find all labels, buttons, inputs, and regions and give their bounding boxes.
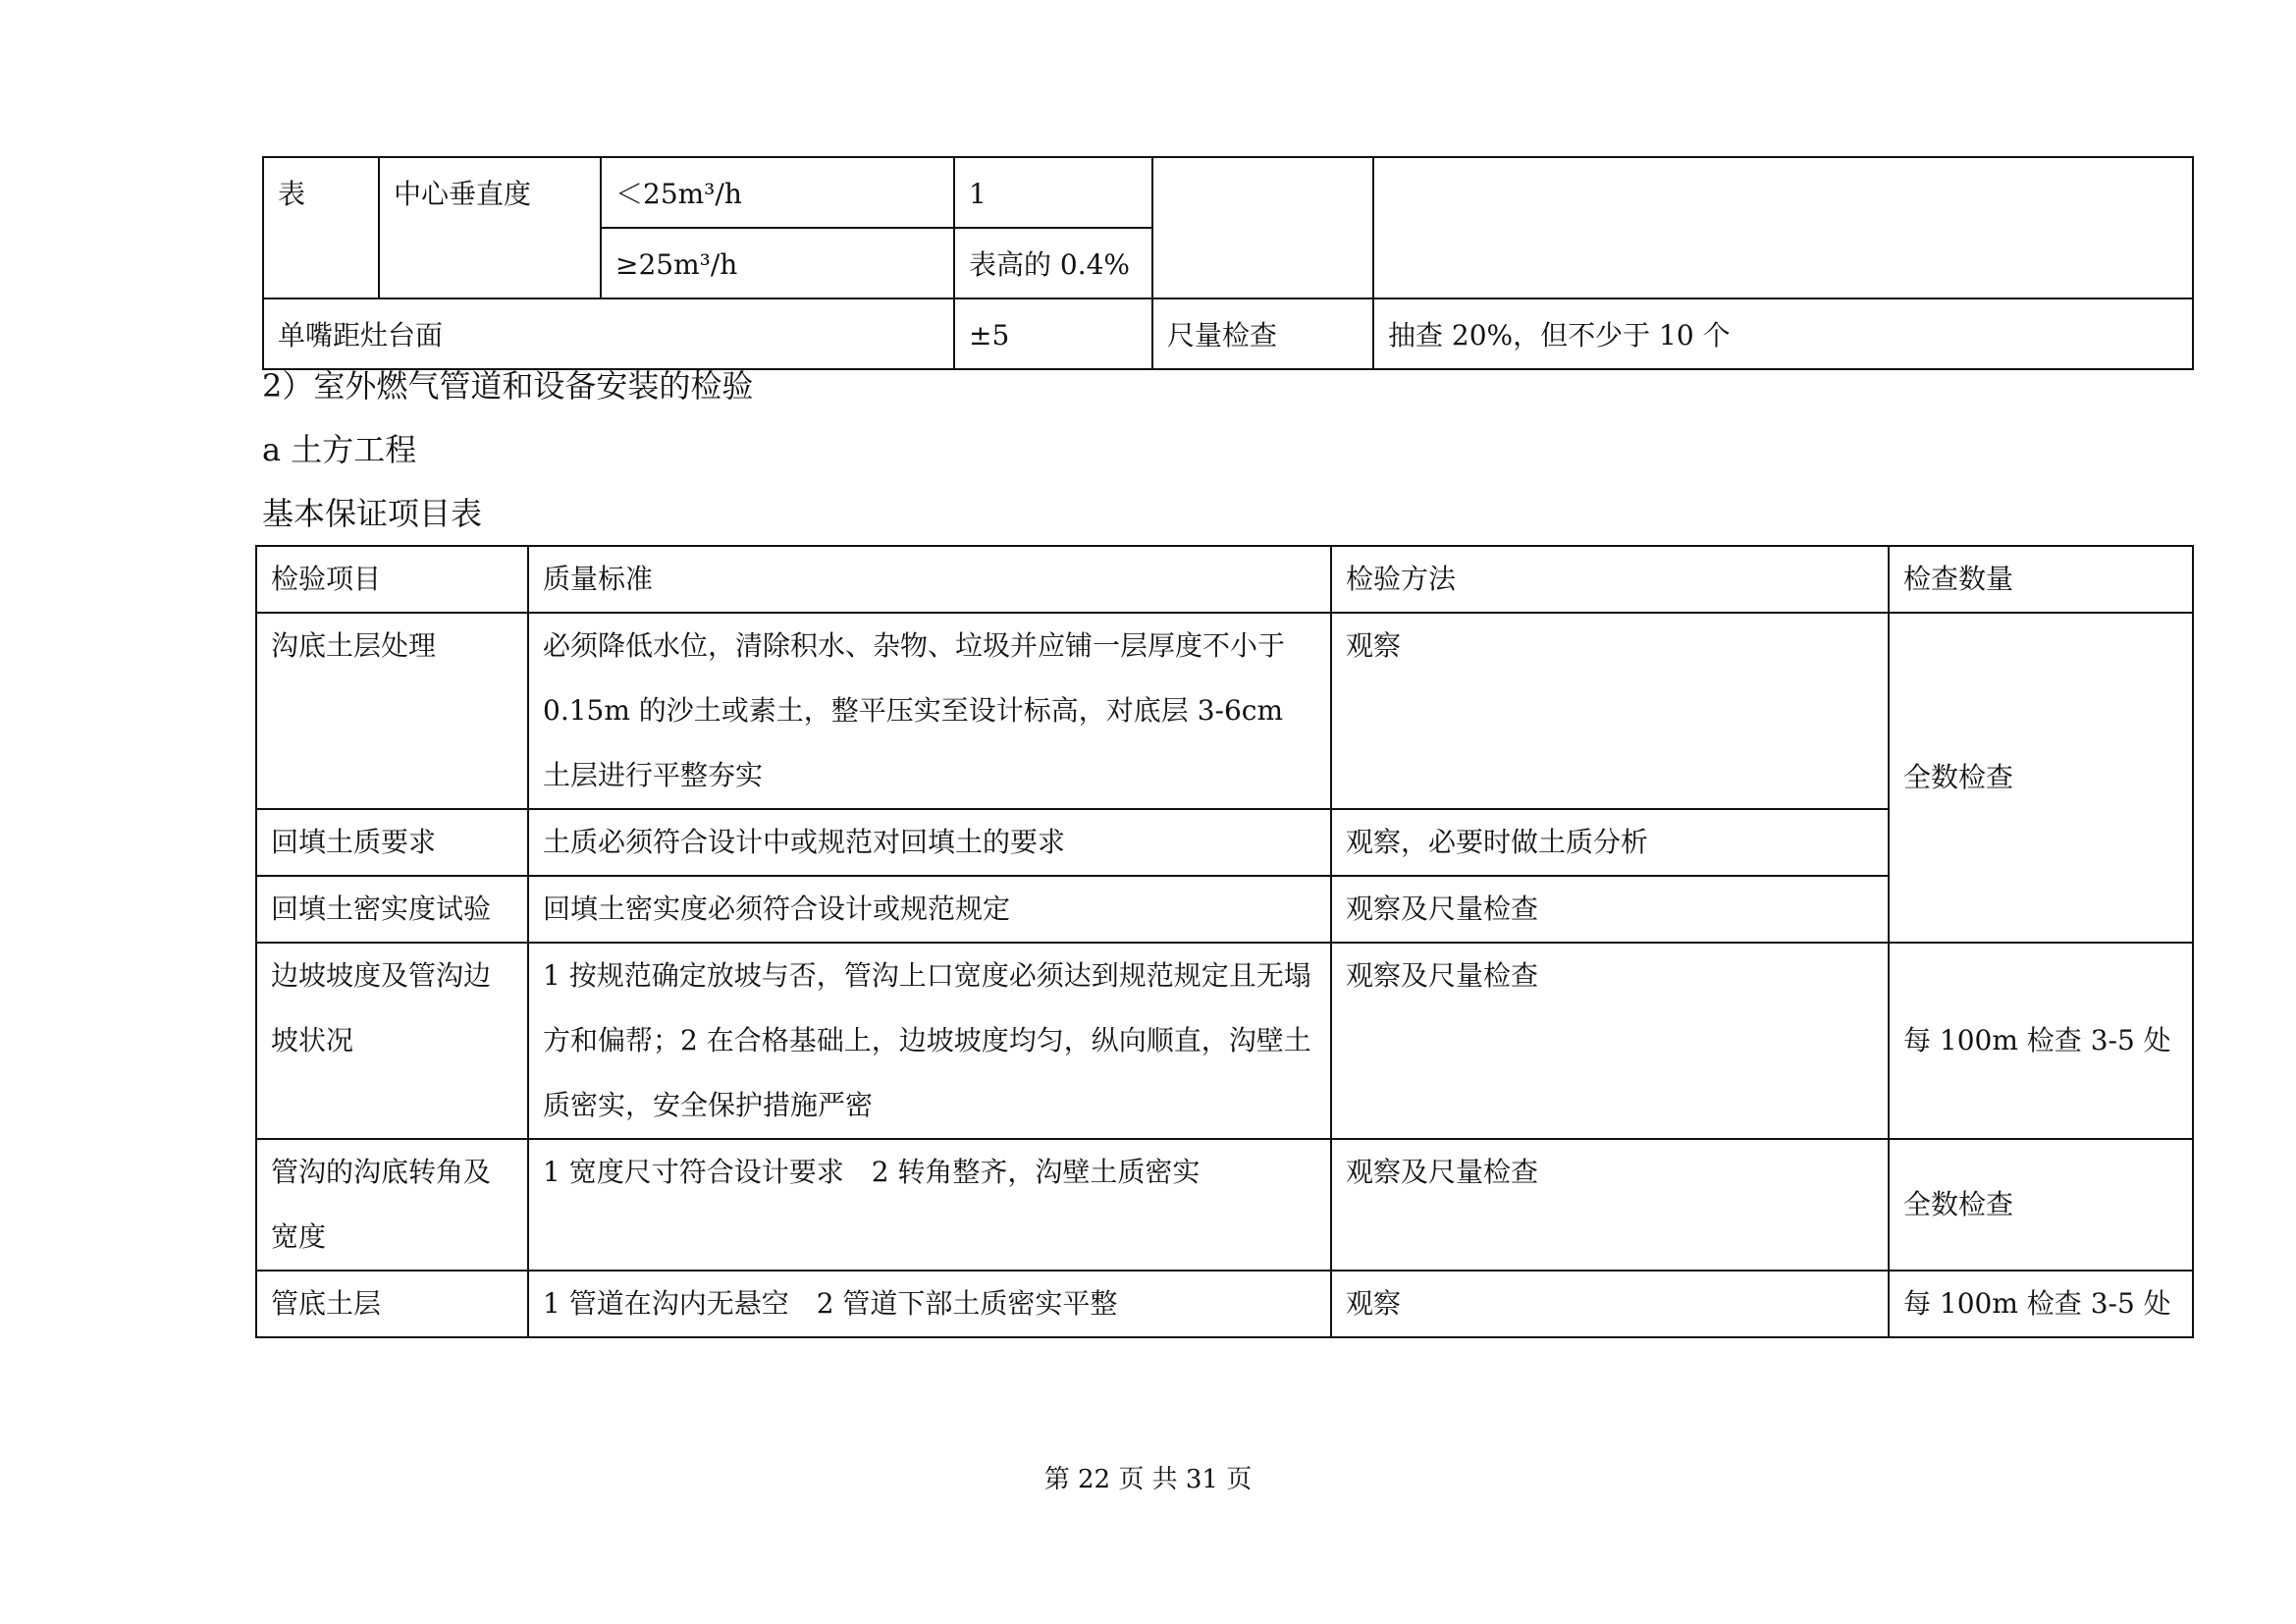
- item-cell: 回填土质要求: [256, 809, 528, 876]
- top-cell: ＜25m³/h: [601, 157, 954, 228]
- top-cell-empty: [1373, 157, 2193, 298]
- method-cell: 观察及尺量检查: [1331, 1139, 1889, 1271]
- top-cell: 抽查 20%，但不少于 10 个: [1373, 298, 2193, 369]
- standard-cell: 1 宽度尺寸符合设计要求 2 转角整齐，沟壁土质密实: [528, 1139, 1331, 1271]
- header-cell: 检验项目: [256, 546, 528, 613]
- standard-cell: 土质必须符合设计中或规范对回填土的要求: [528, 809, 1331, 876]
- subsection-title: a 土方工程: [262, 431, 417, 468]
- standard-cell: 必须降低水位，清除积水、杂物、垃圾并应铺一层厚度不小于0.15m 的沙土或素土，整平压实至设计标高，对底层 3-6cm 土层进行平整夯实: [528, 613, 1331, 809]
- top-cell: 1: [954, 157, 1152, 228]
- table-row: [256, 1271, 2193, 1337]
- item-cell: 管沟的沟底转角及宽度: [256, 1139, 528, 1271]
- section-title: 2）室外燃气管道和设备安装的检验: [262, 367, 754, 405]
- header-cell: 质量标准: [528, 546, 1331, 613]
- top-cell: 表高的 0.4%: [954, 228, 1152, 298]
- quantity-cell: 每 100m 检查 3-5 处: [1889, 1271, 2193, 1337]
- standard-cell: 1 管道在沟内无悬空 2 管道下部土质密实平整: [528, 1271, 1331, 1337]
- item-cell: 回填土密实度试验: [256, 876, 528, 943]
- table-row: [256, 613, 2193, 809]
- method-cell: 观察，必要时做土质分析: [1331, 809, 1889, 876]
- item-cell: 管底土层: [256, 1271, 528, 1337]
- top-cell: 中心垂直度: [379, 157, 601, 298]
- table-row: [256, 1139, 2193, 1271]
- top-cell: 尺量检查: [1152, 298, 1373, 369]
- header-cell: 检验方法: [1331, 546, 1889, 613]
- basic-guarantee-table: [255, 545, 2194, 1338]
- standard-cell: 1 按规范确定放坡与否，管沟上口宽度必须达到规范规定且无塌方和偏帮；2 在合格基础上，边坡坡度均匀，纵向顺直，沟壁土质密实，安全保护措施严密: [528, 943, 1331, 1139]
- method-cell: 观察: [1331, 613, 1889, 809]
- method-cell: 观察及尺量检查: [1331, 876, 1889, 943]
- item-cell: 沟底土层处理: [256, 613, 528, 809]
- quantity-cell: 全数检查: [1889, 613, 2193, 943]
- table-header-row: [256, 546, 2193, 613]
- standard-cell: 回填土密实度必须符合设计或规范规定: [528, 876, 1331, 943]
- table-title: 基本保证项目表: [262, 495, 483, 532]
- top-cell: 表: [263, 157, 379, 298]
- header-cell: 检查数量: [1889, 546, 2193, 613]
- top-cell: 单嘴距灶台面: [263, 298, 954, 369]
- method-cell: 观察: [1331, 1271, 1889, 1337]
- top-cell: ≥25m³/h: [601, 228, 954, 298]
- top-cell-empty: [1152, 157, 1373, 298]
- installation-tolerance-table: [262, 156, 2194, 370]
- item-cell: 边坡坡度及管沟边坡状况: [256, 943, 528, 1139]
- quantity-cell: 每 100m 检查 3-5 处: [1889, 943, 2193, 1139]
- quantity-cell: 全数检查: [1889, 1139, 2193, 1271]
- method-cell: 观察及尺量检查: [1331, 943, 1889, 1139]
- page-number: 第 22 页 共 31 页: [1043, 1465, 1253, 1494]
- table-row: [256, 943, 2193, 1139]
- top-cell: ±5: [954, 298, 1152, 369]
